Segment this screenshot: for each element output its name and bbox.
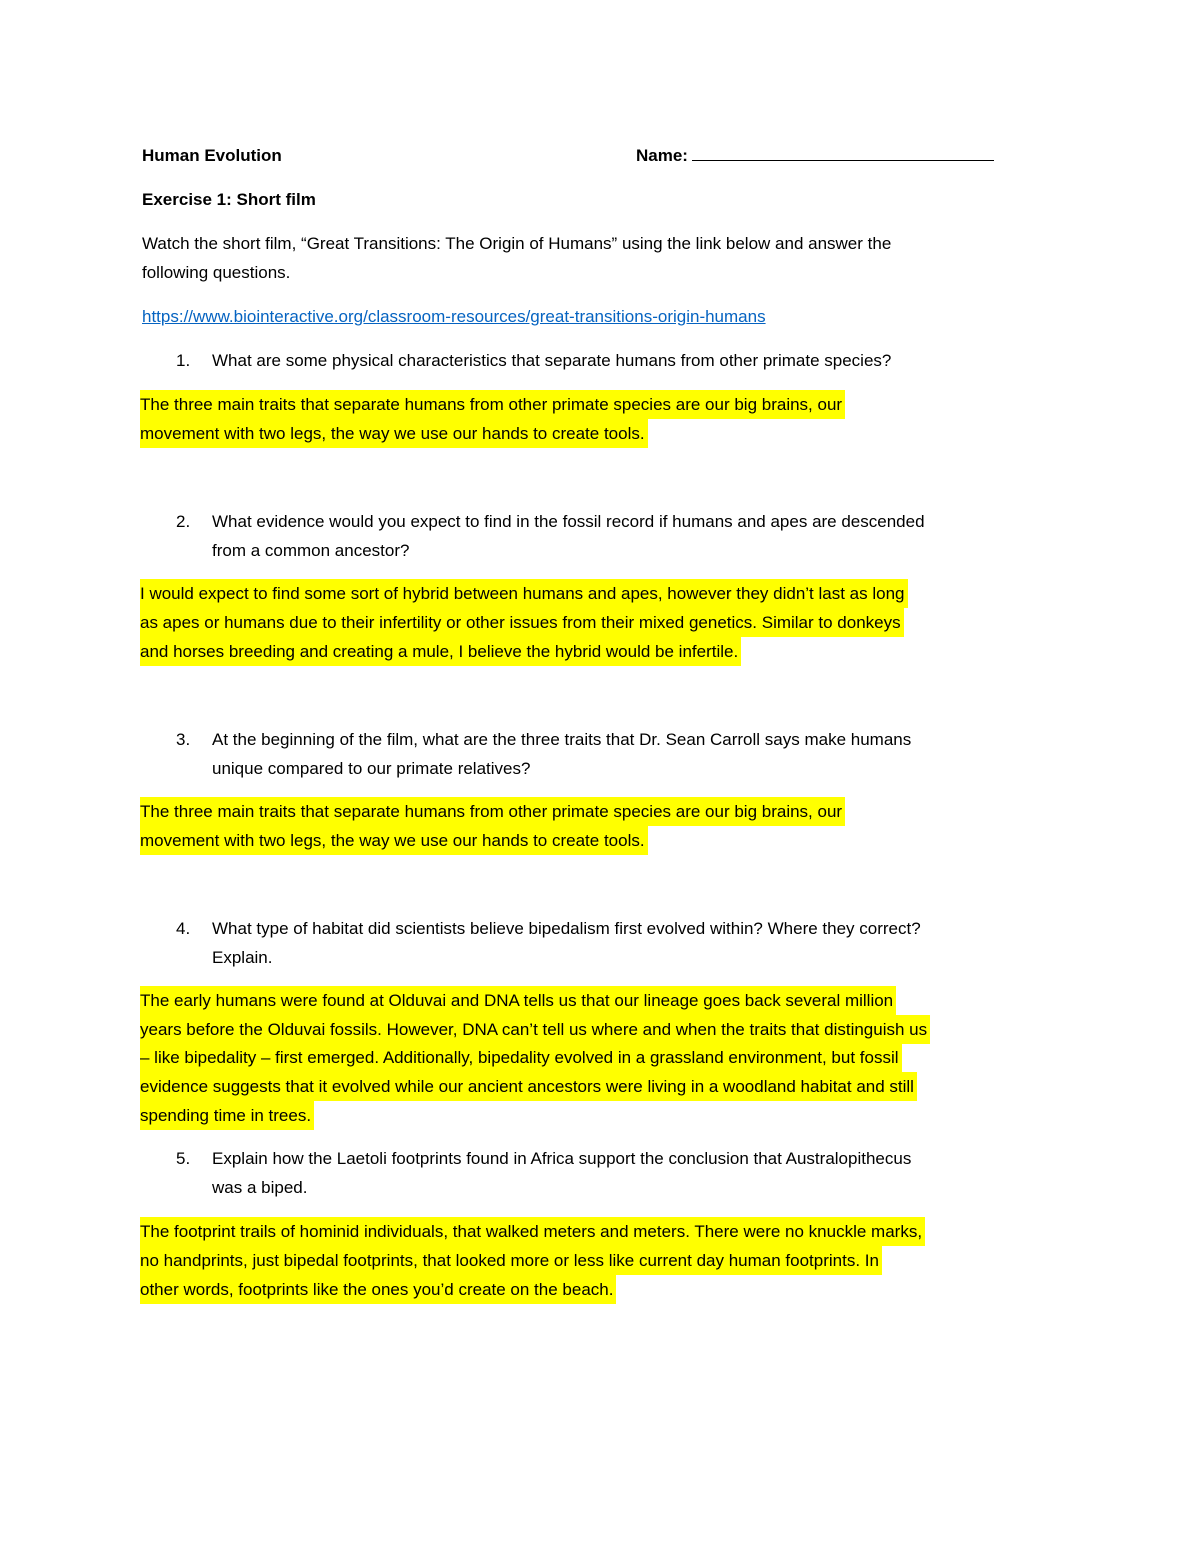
question-text: was a biped. (212, 1178, 308, 1197)
biointeractive-link[interactable]: https://www.biointeractive.org/classroom-resources/great-transitions-origin-humans (142, 307, 766, 326)
question-text: What are some physical characteristics that separate humans from other primate species? (212, 351, 892, 370)
answer-highlight: movement with two legs, the way we use our hands to create tools. (140, 419, 648, 448)
answer-highlight: other words, footprints like the ones you’d create on the beach. (140, 1275, 616, 1304)
question-text: unique compared to our primate relatives? (212, 759, 531, 778)
question-number: 4. (176, 919, 191, 938)
answer-line (140, 579, 908, 608)
answer-line (140, 608, 904, 637)
answer-highlight: as apes or humans due to their infertility or other issues from their mixed genetics. Similar to donkeys (140, 608, 904, 637)
answer-line (140, 826, 648, 855)
answer-line (140, 1217, 925, 1246)
answer-line (140, 637, 741, 666)
answer-highlight: The three main traits that separate humans from other primate species are our big brains, our (140, 797, 845, 826)
answer-highlight: The three main traits that separate humans from other primate species are our big brains, our (140, 390, 845, 419)
exercise-heading: Exercise 1: Short film (142, 190, 316, 209)
question-text: Explain how the Laetoli footprints found in Africa support the conclusion that Australopithecus (212, 1149, 912, 1168)
question-text: What type of habitat did scientists believe bipedalism first evolved within? Where they correct? (212, 919, 921, 938)
answer-highlight: The early humans were found at Olduvai and DNA tells us that our lineage goes back several million (140, 986, 896, 1015)
question-text: Explain. (212, 948, 273, 967)
answer-highlight: years before the Olduvai fossils. However, DNA can’t tell us where and when the traits that distinguish us (140, 1015, 930, 1044)
answer-line (140, 1101, 314, 1130)
question-text: At the beginning of the film, what are the three traits that Dr. Sean Carroll says make humans (212, 730, 912, 749)
answer-highlight: – like bipedality – first emerged. Additionally, bipedality evolved in a grassland environment, but fossil (140, 1043, 902, 1072)
name-blank-line (692, 146, 994, 161)
document-title: Human Evolution (142, 146, 282, 165)
answer-line (140, 419, 648, 448)
question-text: What evidence would you expect to find in the fossil record if humans and apes are descended (212, 512, 925, 531)
answer-line (140, 1072, 917, 1101)
question-number: 1. (176, 351, 191, 370)
answer-highlight: movement with two legs, the way we use our hands to create tools. (140, 826, 648, 855)
answer-line (140, 1275, 616, 1304)
question-number: 2. (176, 512, 191, 531)
answer-highlight: and horses breeding and creating a mule, I believe the hybrid would be infertile. (140, 637, 741, 666)
instructions-line: Watch the short film, “Great Transitions: The Origin of Humans” using the link below and answer the (142, 234, 892, 253)
question-number: 5. (176, 1149, 191, 1168)
answer-highlight: no handprints, just bipedal footprints, that looked more or less like current day human footprints. In (140, 1246, 882, 1275)
answer-highlight: evidence suggests that it evolved while our ancient ancestors were living in a woodland habitat and still (140, 1072, 917, 1101)
name-label: Name: (636, 146, 688, 165)
answer-highlight: I would expect to find some sort of hybrid between humans and apes, however they didn’t last as long (140, 579, 908, 608)
name-field (636, 141, 994, 170)
answer-line (140, 390, 845, 419)
answer-line (140, 797, 845, 826)
answer-line (140, 1043, 902, 1072)
answer-line (140, 986, 896, 1015)
question-text: from a common ancestor? (212, 541, 410, 560)
answer-highlight: spending time in trees. (140, 1101, 314, 1130)
instructions-line: following questions. (142, 263, 291, 282)
answer-highlight: The footprint trails of hominid individuals, that walked meters and meters. There were no knuckle marks, (140, 1217, 925, 1246)
answer-line (140, 1246, 882, 1275)
answer-line (140, 1015, 930, 1044)
link-row (142, 302, 766, 331)
question-number: 3. (176, 730, 191, 749)
